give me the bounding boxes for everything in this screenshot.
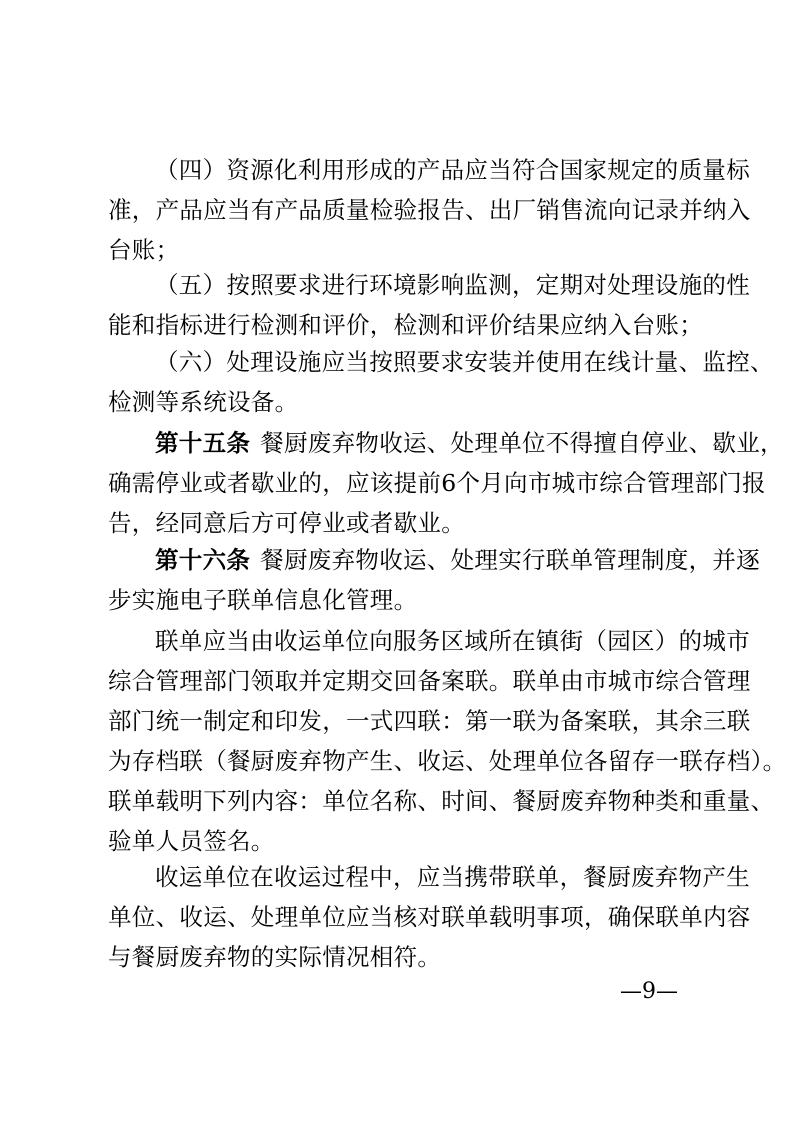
text-line: 收运单位在收运过程中，应当携带联单，餐厨废弃物产生 [155, 863, 750, 891]
text-line: 台账； [108, 236, 180, 264]
article-number: 第十五条 [155, 429, 251, 457]
paragraph-item-6 [108, 342, 774, 422]
page-number: —9— [620, 979, 678, 1004]
text-line: 餐厨废弃物收运、处理实行联单管理制度，并逐 [260, 546, 761, 574]
text-line: 能和指标进行检测和评价，检测和评价结果应纳入台账； [108, 311, 703, 339]
paragraph-transport [108, 857, 751, 977]
text-line: 联单应当由收运单位向服务区域所在镇街（园区）的城市 [155, 627, 750, 655]
article-15 [108, 423, 784, 543]
text-line: 步实施电子联单信息化管理。 [108, 586, 418, 614]
text-line: 验单人员签名。 [108, 827, 275, 855]
text-line: （四）资源化利用形成的产品应当符合国家规定的质量标 [155, 156, 750, 184]
text-line: 联单载明下列内容：单位名称、时间、餐厨废弃物种类和重量、 [108, 787, 775, 815]
paragraph-manifest [108, 621, 787, 861]
text-line: 餐厨废弃物收运、处理单位不得擅自停业、歇业， [260, 429, 784, 457]
article-16 [108, 540, 761, 620]
text-line: 准，产品应当有产品质量检验报告、出厂销售流向记录并纳入 [108, 196, 751, 224]
text-line: 确需停业或者歇业的，应该提前6个月向市城市综合管理部门报 [108, 469, 766, 497]
text-line: （五）按照要求进行环境影响监测，定期对处理设施的性 [155, 271, 750, 299]
paragraph-item-4 [108, 150, 751, 270]
text-line: 告，经同意后方可停业或者歇业。 [108, 509, 465, 537]
text-line: 与餐厨废弃物的实际情况相符。 [108, 943, 442, 971]
text-line: 为存档联（餐厨废弃物产生、收运、处理单位各留存一联存档）。 [108, 747, 787, 775]
text-line: 检测等系统设备。 [108, 388, 299, 416]
text-line: 单位、收运、处理单位应当核对联单载明事项，确保联单内容 [108, 903, 751, 931]
paragraph-item-5 [108, 265, 750, 345]
text-line: 综合管理部门领取并定期交回备案联。联单由市城市综合管理 [108, 667, 751, 695]
text-line: 部门统一制定和印发，一式四联：第一联为备案联，其余三联 [108, 707, 751, 735]
article-number: 第十六条 [155, 546, 251, 574]
text-line: （六）处理设施应当按照要求安装并使用在线计量、监控、 [155, 348, 774, 376]
